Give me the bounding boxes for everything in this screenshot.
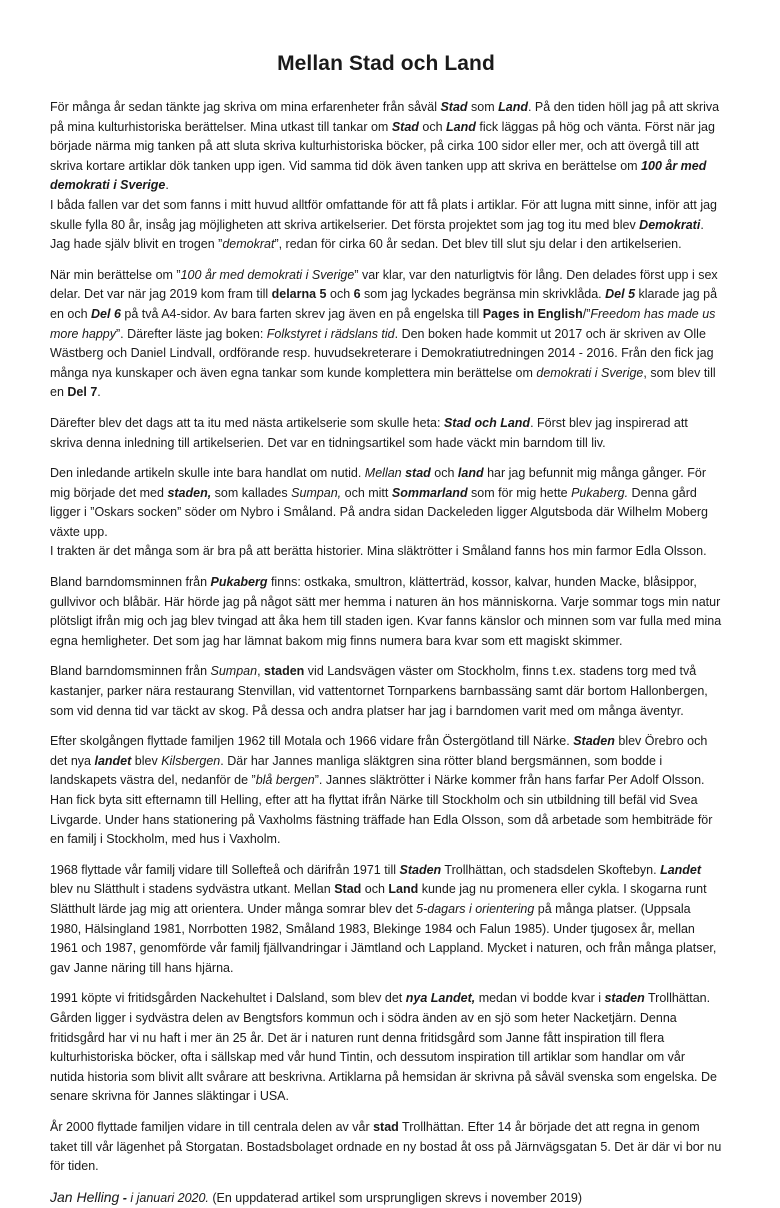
emphasized-text: Pages in English (482, 306, 583, 321)
text-run: . Först blev jag inspirerad att skriva denna inledning till artikelserien. Det var en tidningsartikel som hade väckt min barndom till liv. (50, 415, 688, 450)
text-run: 1991 köpte vi fritidsgården Nackehultet i Dalsland, som blev det (50, 991, 406, 1006)
text-run: ”, redan för cirka 60 år sedan. Det blev till slut sju delar i den artikelserien. (274, 237, 682, 252)
text-run: ” var klar, var den naturligtvis för lång. Den delades först upp i sex delar. Det var när jag 2019 kom fram till (50, 267, 718, 302)
text-run: Bland barndomsminnen från (50, 575, 211, 590)
text-run: Trollhättan, och stadsdelen Skoftebyn. (441, 862, 661, 877)
text-run: som för mig hette (467, 485, 572, 500)
text-run: Bland barndomsminnen från (50, 664, 211, 679)
signature-dash: - (119, 1190, 131, 1205)
emphasized-text: Stad (440, 100, 468, 114)
text-run: på många platser. (Uppsala 1980, Hälsingland 1981, Norrbotten 1982, Småland 1983, Blekinge 1984 och Falun 1985). Under tjugosex år, mellan 1961 och 1987, genomförde vår familj fjällvandringar i Jämtland och Lappland. Mycket i naturen, och från många platser, gav Janne näring till hans hjärna. (50, 901, 717, 975)
text-run: på två A4-sidor. Av bara farten skrev jag även en på engelska till (120, 306, 483, 321)
emphasized-text: Stad och Land (443, 415, 531, 430)
text-run: blev (131, 753, 162, 768)
text-run: . (97, 385, 101, 400)
paragraph (50, 989, 722, 1107)
text-run: och (430, 466, 458, 481)
paragraph (50, 861, 722, 979)
emphasized-text: Kilsbergen (161, 753, 221, 768)
emphasized-text: 100 år med demokrati i Sverige (180, 267, 355, 282)
text-run: och (418, 119, 447, 134)
text-run: som jag lyckades begränsa min skrivklåda. (360, 287, 606, 302)
emphasized-text: Landet (660, 862, 702, 877)
emphasized-text: Pukaberg. (571, 485, 629, 500)
paragraph (50, 573, 722, 651)
emphasized-text: Sumpan, (291, 485, 342, 500)
text-run: blev Örebro och det nya (50, 734, 708, 768)
text-run: I båda fallen var det som fanns i mitt huvud alltför omfattande för att få plats i artiklar. För att lugna mitt sinne, inför att jag skulle fylla 80 år, insåg jag möjligheten att skriva artikelserier. Det första projektet som jag tog itu med blev (50, 197, 717, 232)
emphasized-text: Del 7 (67, 385, 98, 400)
paragraph (50, 662, 722, 721)
emphasized-text: Del 6 (91, 306, 121, 321)
text-run: och (326, 287, 354, 302)
text-run: kunde jag nu promenera eller cykla. I skogarna runt Slätthult lärde jag mig att orientera. Under många somrar blev det (50, 882, 707, 916)
text-run: /” (582, 306, 591, 321)
emphasized-text: Land (498, 100, 528, 114)
text-run: , (257, 664, 265, 679)
text-run: . Jag hade själv blivit en trogen ” (50, 217, 704, 252)
article-body (50, 98, 722, 1177)
document-title: Mellan Stad och Land (277, 52, 495, 75)
emphasized-text: 100 år med demokrati i Sverige (50, 158, 707, 193)
text-run: Denna gård ligger i ”Oskars socken” söder om Nybro i Småland. På andra sidan Dackeleden ligger Algutsboda där Wilhelm Moberg växte upp. (50, 485, 708, 539)
text-run: . (165, 178, 169, 193)
emphasized-text: nya Landet, (405, 991, 476, 1006)
emphasized-text: Freedom has made us more happy (50, 306, 716, 341)
text-run: Den inledande artikeln skulle inte bara handlat om nutid. (50, 466, 365, 481)
emphasized-text: demokrat (222, 237, 275, 252)
paragraph (50, 464, 722, 562)
text-run: Trollhättan. Efter 14 år började det att regna in genom taket till vår lägenhet på Storgatan. Bostadsbolaget ordnade en ny bostad åt oss på Järnvägsgatan 5. Det är där vi bor nu för tiden. (50, 1119, 722, 1174)
emphasized-text: stad (405, 466, 431, 481)
text-run: I trakten är det många som är bra på att berätta historier. Mina släktrötter i Småland fanns hos min farmor Edla Olsson. (50, 544, 707, 559)
paragraph (50, 414, 722, 453)
emphasized-text: land (457, 466, 484, 481)
emphasized-text: Demokrati (639, 217, 701, 232)
text-run: När min berättelse om ” (50, 267, 181, 282)
text-run: och mitt (341, 485, 392, 500)
text-run: vid Landsvägen väster om Stockholm, finns t.ex. stadens torg med två kastanjer, parker nära restaurang Stenvillan, vid vattentornet Tornparkens barnbassäng samt där bortom Hallonbergen, som vid denna tid var täckt av skog. På dessa och andra platser har jag i barndomen varit med om många äventyr. (50, 664, 708, 718)
emphasized-text: Staden (573, 734, 615, 749)
text-run: klarade jag på en och (50, 287, 718, 321)
emphasized-text: delarna 5 (271, 287, 327, 302)
text-run: Efter skolgången flyttade familjen 1962 till Motala och 1966 vidare från Östergötland till Närke. (50, 734, 574, 749)
text-run: finns: ostkaka, smultron, klätterträd, kossor, kalvar, hunden Macke, blåsippor, gullvivor och blåbär. Här hörde jag på något sätt mer hemma i naturen än hos människorna. Varje sommar togs min natur plötsligt ifrån mig och jag blev tvingad att åka hem till staden igen. Kvar fanns känslor och minnen som var fulla med mina egna hemligheter. Det som jag har lämnat bakom mig finns numera bara kvar som ett magiskt skimmer. (50, 575, 722, 648)
text-run: För många år sedan tänkte jag skriva om mina erfarenheter från såväl (50, 100, 441, 114)
emphasized-text: 6 (353, 287, 361, 302)
text-run: har jag befunnit mig många gånger. För mig började det med (50, 466, 706, 500)
text-run: 1968 flyttade vår familj vidare till Sollefteå och därifrån 1971 till (50, 862, 400, 877)
emphasized-text: stad (373, 1119, 399, 1134)
signature-note: (En uppdaterad artikel som ursprungligen skrevs i november 2019) (208, 1190, 583, 1205)
text-run: som (467, 100, 499, 114)
text-run: ”. Därefter läste jag boken: (116, 326, 267, 341)
text-run: fick läggas på hög och vänta. Först när jag började närma mig tanken på att sluta skriva kulturhistoriska böcker, på cirka 100 sidor eller mer, och att övergå till att skriva kortare artiklar dök tanken upp igen. Vid samma tid dök även tanken upp att skriva en berättelse om (50, 119, 715, 173)
text-run: och (361, 882, 389, 897)
emphasized-text: blå bergen (255, 773, 315, 788)
paragraph (50, 266, 722, 403)
emphasized-text: Sommarland (391, 485, 468, 500)
emphasized-text: Folkstyret i rädslans tid (266, 326, 395, 341)
emphasized-text: Stad (334, 882, 362, 897)
signature-line (50, 1188, 722, 1208)
paragraph (50, 98, 722, 255)
emphasized-text: Pukaberg (210, 575, 268, 590)
text-run: . På den tiden höll jag på att skriva på mina kulturhistoriska berättelser. Mina utkast till tankar om (50, 100, 720, 134)
text-run: År 2000 flyttade familjen vidare in till centrala delen av vår (50, 1119, 374, 1134)
author-name: Jan Helling (50, 1188, 120, 1205)
text-run: medan vi bodde kvar i (475, 991, 605, 1006)
paragraph (50, 732, 722, 850)
text-run: som kallades (211, 485, 292, 500)
emphasized-text: Del 5 (605, 287, 636, 302)
text-run: . Den boken hade kommit ut 2017 och är skriven av Olle Wästberg och Daniel Lindvall, ordförande resp. huvudsekreterare i Demokratiutredningen 2014 - 2016. Från den fick jag många nya kunskaper och även egna tankar som kunde komplettera min berättelse om (50, 326, 714, 380)
signature-date: i januari 2020. (130, 1190, 209, 1205)
text-run: blev nu Slätthult i stadens sydvästra utkant. Mellan (50, 882, 335, 897)
emphasized-text: demokrati i Sverige (536, 365, 644, 380)
text-run: , som blev till en (50, 365, 716, 400)
emphasized-text: staden, (167, 485, 212, 500)
emphasized-text: Land (388, 882, 419, 897)
emphasized-text: landet (94, 753, 132, 768)
text-run: Därefter blev det dags att ta itu med nästa artikelserie som skulle heta: (50, 415, 444, 430)
emphasized-text: Land (446, 119, 476, 134)
emphasized-text: Sumpan (210, 664, 258, 679)
emphasized-text: Staden (399, 862, 442, 877)
emphasized-text: staden (604, 991, 645, 1006)
emphasized-text: Stad (391, 119, 419, 134)
text-run: Trollhättan. Gården ligger i sydvästra delen av Bengtsfors kommun och i södra änden av en sjö som heter Nacketjärn. Denna fritidsgård har vi nu haft i mer än 25 år. Det är i naturen runt denna fritidsgård som Janne fått inspiration till flera kulturhistoriska böcker, ofta i sällskap med vår hund Tintin, och dessutom inspiration till artiklar som handlar om vår nutida historia som blivit allt svårare att beskrivna. Artiklarna på hemsidan är skrivna på såväl svenska som engelska. De senare skrivna för Jannes släktingar i USA. (50, 991, 717, 1104)
paragraph (50, 1118, 722, 1177)
emphasized-text: Mellan (364, 466, 402, 481)
text-run: . Där har Jannes manliga släktgren sina rötter bland bergsmännen, som bodde i landskapets västra del, nedanför de ” (50, 753, 663, 788)
emphasized-text: staden (264, 664, 305, 679)
emphasized-text: 5-dagars i orientering (416, 901, 535, 916)
text-run: ”. Jannes släktrötter i Närke kommer från hans farfar Per Adolf Olsson. Han fick byta sitt efternamn till Helling, efter att ha flyttat ifrån Närke till Stockholm och sin utbildning till befäl vid Svea Livgarde. Under hans stationering på Vaxholms fästning träffade han Edla Olsson, som då arbetade som hembiträde för en familj i Stockholm, med hus i Vaxholm. (50, 773, 713, 847)
